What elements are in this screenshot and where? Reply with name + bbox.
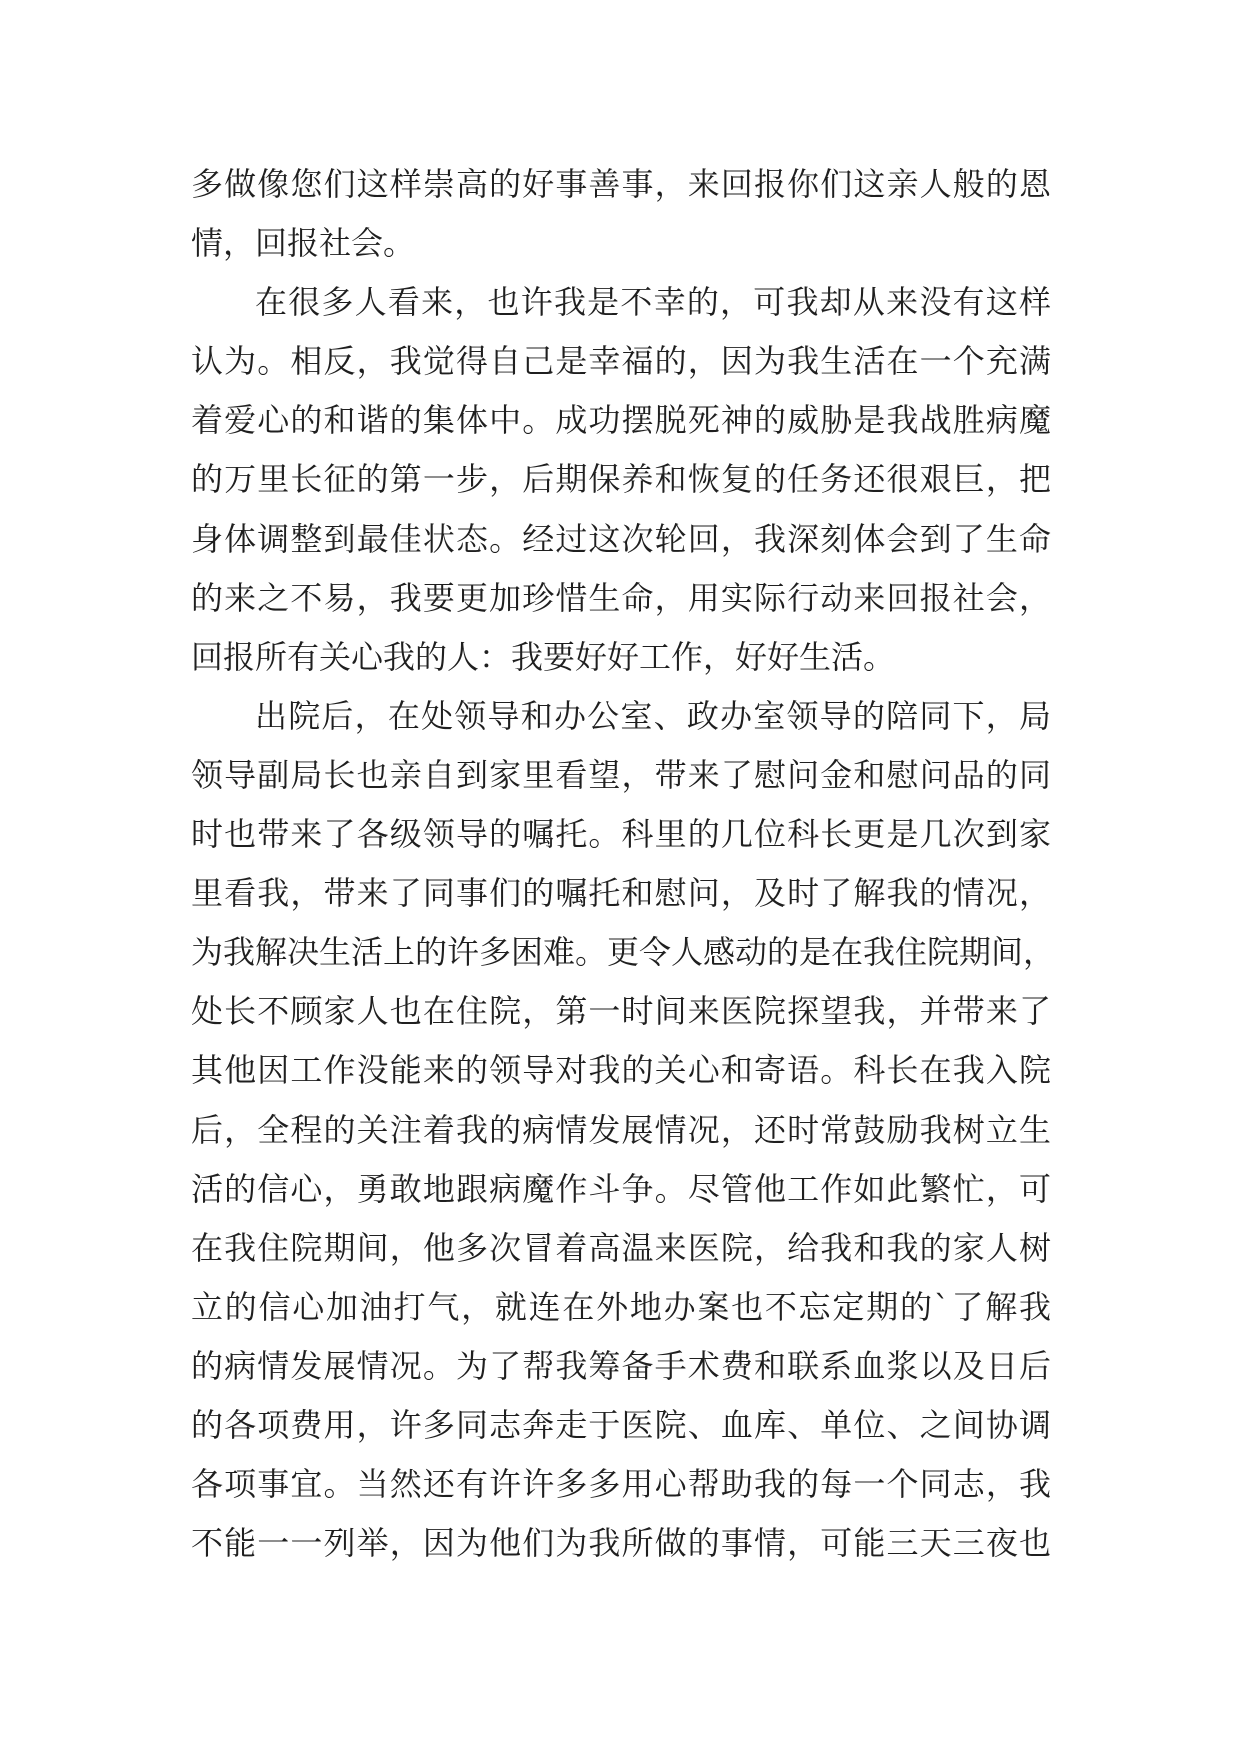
text-line: 回报所有关心我的人：我要好好工作，好好生活。: [191, 637, 896, 676]
text-line: 认为。相反，我觉得自己是幸福的，因为我生活在一个充满: [191, 342, 1051, 381]
text-line: 的来之不易，我要更加珍惜生命，用实际行动来回报社会，: [191, 578, 1051, 617]
text-line: 情，回报社会。: [191, 224, 416, 263]
text-line: 里看我，带来了同事们的嘱托和慰问，及时了解我的情况，: [191, 874, 1051, 913]
text-line: 的各项费用，许多同志奔走于医院、血库、单位、之间协调: [191, 1405, 1051, 1444]
text-line: 领导副局长也亲自到家里看望，带来了慰问金和慰问品的同: [191, 755, 1051, 794]
text-line: 处长不顾家人也在住院，第一时间来医院探望我，并带来了: [191, 992, 1051, 1031]
text-line: 各项事宜。当然还有许许多多用心帮助我的每一个同志，我: [191, 1465, 1051, 1504]
text-line: 立的信心加油打气，就连在外地办案也不忘定期的`了解我: [191, 1287, 1051, 1326]
text-line: 出院后，在处领导和办公室、政办室领导的陪同下，局: [255, 696, 1051, 735]
text-line: 其他因工作没能来的领导对我的关心和寄语。科长在我入院: [191, 1051, 1051, 1090]
text-line: 在我住院期间，他多次冒着高温来医院，给我和我的家人树: [191, 1228, 1051, 1267]
text-line: 活的信心，勇敢地跟病魔作斗争。尽管他工作如此繁忙，可: [191, 1169, 1051, 1208]
text-line: 不能一一列举，因为他们为我所做的事情，可能三天三夜也: [191, 1524, 1051, 1563]
text-line: 为我解决生活上的许多困难。更令人感动的是在我住院期间，: [191, 933, 1056, 972]
text-line: 的万里长征的第一步，后期保养和恢复的任务还很艰巨，把: [191, 460, 1051, 499]
text-line: 着爱心的和谐的集体中。成功摆脱死神的威胁是我战胜病魔: [191, 401, 1051, 440]
text-line: 后，全程的关注着我的病情发展情况，还时常鼓励我树立生: [191, 1110, 1051, 1149]
text-line: 的病情发展情况。为了帮我筹备手术费和联系血浆以及日后: [191, 1346, 1051, 1385]
text-line: 在很多人看来，也许我是不幸的，可我却从来没有这样: [255, 283, 1051, 322]
text-line: 身体调整到最佳状态。经过这次轮回，我深刻体会到了生命: [191, 519, 1051, 558]
text-line: 时也带来了各级领导的嘱托。科里的几位科长更是几次到家: [191, 815, 1051, 854]
body-text: [191, 155, 1056, 1573]
text-line: 多做像您们这样崇高的好事善事，来回报你们这亲人般的恩: [191, 165, 1051, 203]
